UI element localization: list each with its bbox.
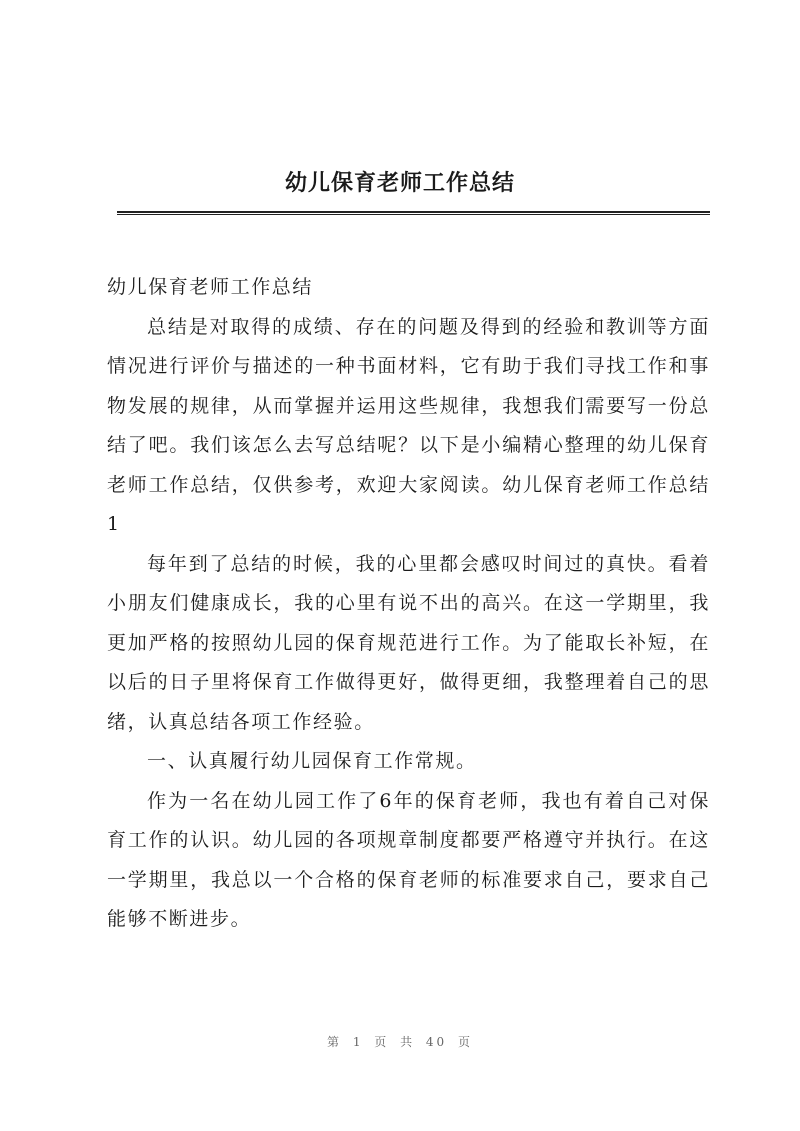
document-title: 幼儿保育老师工作总结 [284,171,515,196]
paragraph-2: 作为一名在幼儿园工作了6年的保育老师，我也有着自己对保育工作的认识。幼儿园的各项规章制度都要严格遵守并执行。在这一学期里，我总以一个合格的保育老师的标准要求自己，要求自己能够不断进步。 [107,789,710,930]
document-body [107,268,710,940]
page-number: 第 1 页 共 40 页 [327,1035,473,1049]
paragraph-intro: 总结是对取得的成绩、存在的问题及得到的经验和教训等方面情况进行评价与描述的一种书面材料，它有助于我们寻找工作和事物发展的规律，从而掌握并运用这些规律，我想我们需要写一份总结了吧。我们该怎么去写总结呢？以下是小编精心整理的幼儿保育老师工作总结，仅供参考，欢迎大家阅读。幼儿保育老师工作总结1 [107,315,710,535]
title-divider [117,211,710,215]
paragraph-1: 每年到了总结的时候，我的心里都会感叹时间过的真快。看着小朋友们健康成长，我的心里有说不出的高兴。在这一学期里，我更加严格的按照幼儿园的保育规范进行工作。为了能取长补短，在以后的日子里将保育工作做得更好，做得更细，我整理着自己的思绪，认真总结各项工作经验。 [107,552,710,733]
document-subtitle: 幼儿保育老师工作总结 [107,276,314,298]
section-heading-1: 一、认真履行幼儿园保育工作常规。 [147,750,477,772]
